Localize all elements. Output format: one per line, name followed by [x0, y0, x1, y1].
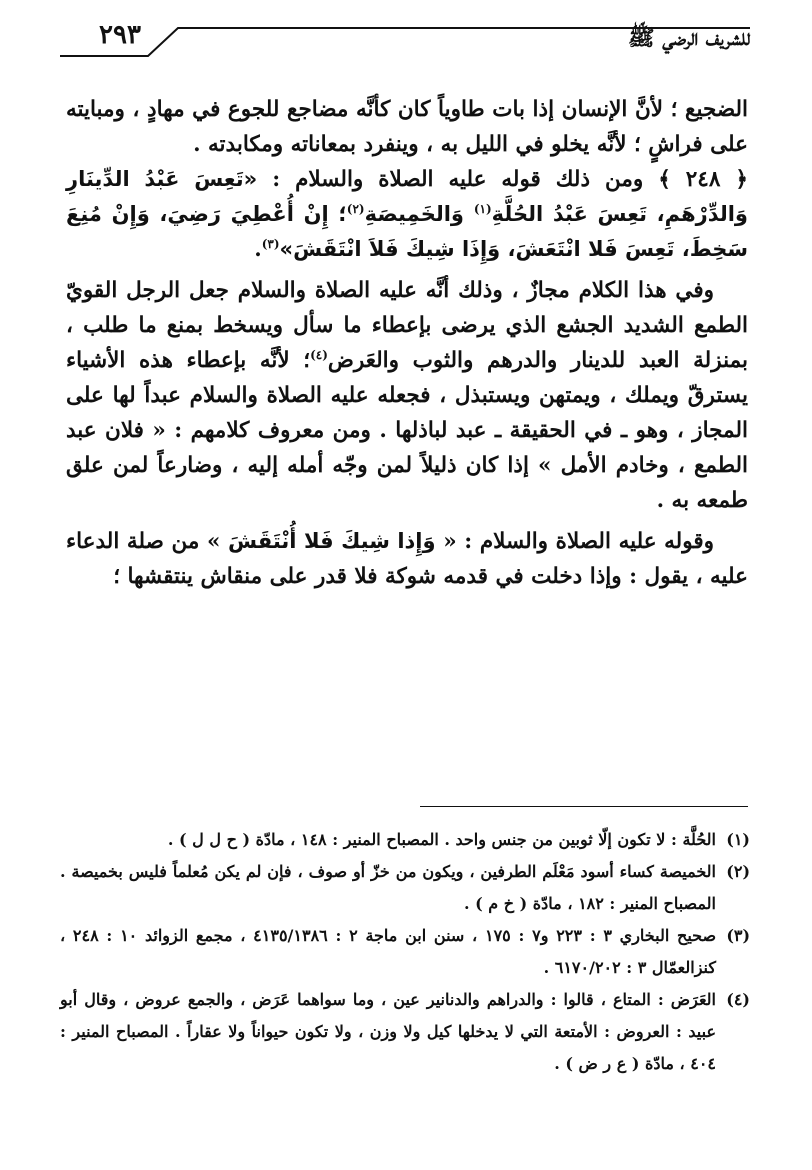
footnote-ref[interactable]: (١) — [473, 201, 492, 216]
footnote-text: الحُلَّة : لا تكون إلّا ثوبين من جنس واحد . المصباح المنير : ١٤٨ ، مادّة ( ح ل ل ) . — [167, 830, 716, 849]
paragraph-text: الضجيع ؛ لأنَّ الإنسان إذا بات طاوياً كان كأنَّه مضاجع للجوع في مهادٍ ، ومبايته على فراشٍ ؛ لأنَّه يخلو في الليل به ، وينفرد بمعاناته ومكابدته . — [66, 97, 748, 157]
punctuation: . — [254, 237, 262, 262]
item-number: ﴿ ٢٤٨ ﴾ — [658, 167, 748, 192]
hadith-quote: «تَعِسَ عَبْدُ الدِّينَارِ وَالدِّرْهَمِ، تَعِسَ عَبْدُ الحُلَّةِ — [66, 167, 748, 226]
footnote-text: الخميصة كساء أسود مَعْلَم الطرفين ، ويكون من خزّ أو صوف ، فإن لم يكن مُعلماً فليس بخميصة . المصباح المنير : ١٨٢ ، مادّة ( خ م ) . — [60, 862, 717, 913]
paragraph-text: ؛ لأنَّه بإعطاء هذه الأشياء يسترقّ ويملك ، ويمتهن ويستبذل ، فجعله عليه الصلاة والسلام عبداً لها على المجاز ، وهو ـ في الحقيقة ـ عبد لباذلها . ومن معروف كلامهم : « فلان عبد الطمع ، وخادم الأمل » إذا كان ذليلاً لمن وجّه أمله إليه ، وضارعاً لمن علق طمعه به . — [66, 348, 748, 513]
paragraph — [66, 92, 748, 162]
page-header — [60, 18, 750, 74]
footnote-ref[interactable]: (٤) — [310, 347, 328, 362]
running-title: للشريف الرضي ﷺ — [627, 25, 750, 51]
paragraph-text: وقوله عليه الصلاة والسلام : « — [443, 529, 714, 554]
footnote-marker: (١) — [726, 830, 750, 849]
paragraph — [66, 524, 748, 594]
footnote-marker: (٤) — [726, 990, 750, 1009]
paragraph-text: » من صلة الدعاء عليه ، يقول : وإذا دخلت في قدمه شوكة فلا قدر على منقاش ينتقشها ؛ — [66, 529, 748, 589]
footnote-ref[interactable]: (٣) — [261, 236, 280, 251]
page-number: ٢٩٣ — [99, 20, 141, 50]
main-text — [66, 92, 748, 594]
paragraph — [66, 273, 748, 518]
footnote-marker: (٢) — [726, 862, 751, 881]
footnote-ref[interactable]: (٢) — [346, 201, 365, 216]
hadith-quote: ؛ إِنْ أُعْطِيَ رَضِيَ، وَإِنْ مُنِعَ سَخِطَ، تَعِسَ فَلا انْتَعَشَ، وَإِذَا شِيكَ فَلاَ انْتَقَشَ» — [66, 202, 748, 261]
hadith-quote: وَإِذا شِيكَ فَلا أُنْتَقَشَ — [228, 529, 436, 553]
paragraph-text: وفي هذا الكلام مجازٌ ، وذلك أنَّه عليه الصلاة والسلام جعل الرجل القويّ الطمع الشديد الجشع الذي يرضى بإعطاء ما سأل ويسخط بمنع ما طلب ، بمنزلة العبد للدينار والدرهم والثوب والعَرض — [66, 278, 748, 373]
footnote-marker: (٣) — [726, 926, 751, 945]
footnote — [60, 920, 750, 984]
footnote — [60, 824, 750, 856]
footnote-text: صحيح البخاري ٣ : ٢٢٣ و٧ : ١٧٥ ، سنن ابن ماجة ٢ : ٤١٣٥/١٣٨٦ ، مجمع الزوائد ١٠ : ٢٤٨ ، كنزالعمّال ٣ : ٦١٧٠/٢٠٢ . — [60, 926, 717, 977]
footnotes — [60, 824, 750, 1080]
paragraph-text: ومن ذلك قوله عليه الصلاة والسلام : — [272, 167, 644, 192]
hadith-quote: وَالخَمِيصَةِ — [364, 202, 464, 226]
footnote-text: العَرَض : المتاع ، قالوا : والدراهم والدنانير عين ، وما سواهما عَرَض ، والجمع عروض ، وقال أبو عبيد : العروض : الأمتعة التي لا يدخلها كيل ولا وزن ، ولا تكون حيواناً ولا عقاراً . المصباح المنير : ٤٠٤ ، مادّة ( ع ر ض ) . — [60, 990, 716, 1073]
footnote-separator — [420, 806, 748, 807]
paragraph-hadith-248 — [66, 162, 748, 267]
footnote — [60, 984, 750, 1080]
footnote — [60, 856, 750, 920]
